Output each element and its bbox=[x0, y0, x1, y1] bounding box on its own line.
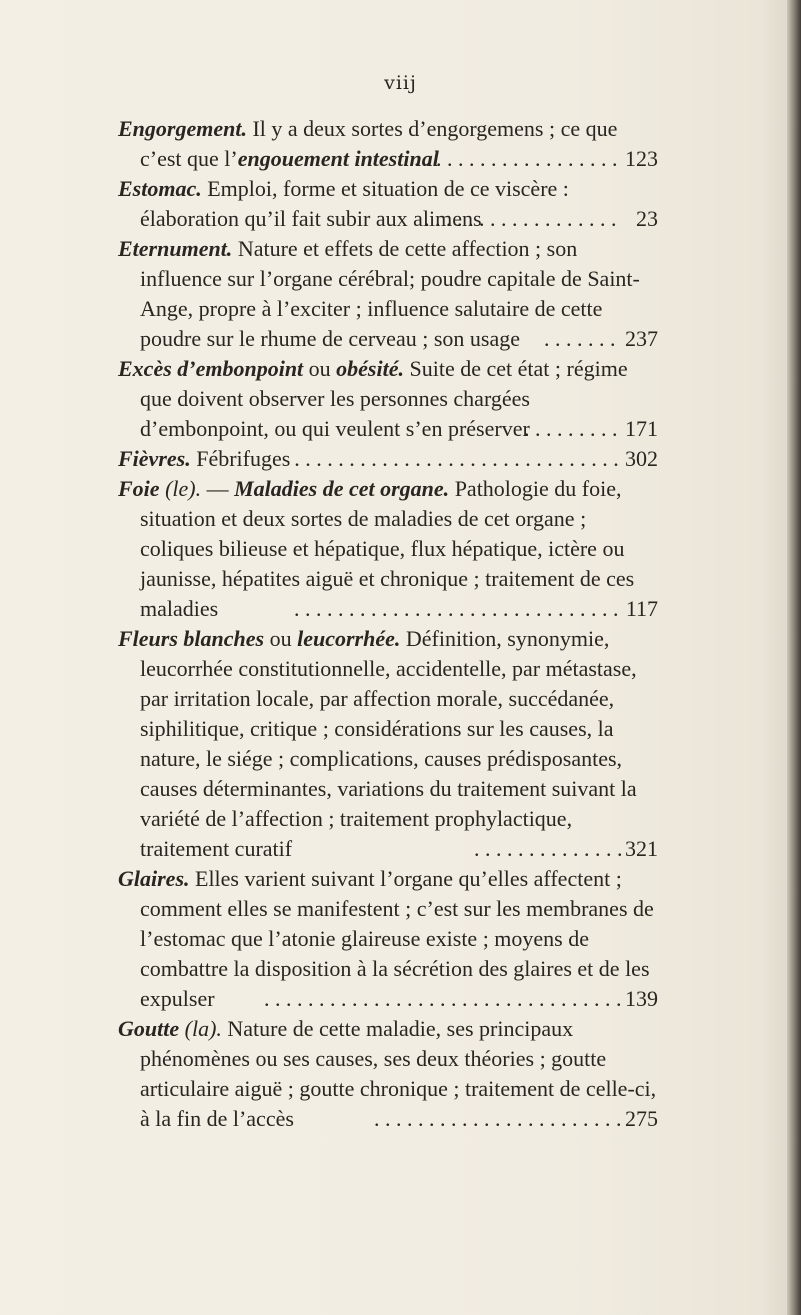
entry-joiner: ou bbox=[308, 356, 331, 381]
entry-head: Foie bbox=[118, 476, 160, 501]
toc-entry-eternument bbox=[118, 234, 658, 354]
entry-head-secondary: obésité. bbox=[336, 356, 404, 381]
toc-entry-foie bbox=[118, 474, 658, 624]
entry-page-number: 302 bbox=[625, 446, 658, 471]
entry-head: Goutte bbox=[118, 1016, 180, 1041]
entry-page-number: 171 bbox=[625, 416, 658, 441]
entry-paren: (le). bbox=[165, 476, 202, 501]
entry-paren: (la). bbox=[184, 1016, 222, 1041]
entry-text: Nature de cette maladie, ses principaux phénomènes ou ses causes, ses deux théories ; goutte articulaire aiguë ; goutte chronique ; traitement de celle-ci, à la fin de l’accès bbox=[140, 1016, 657, 1131]
entry-head: Eternument. bbox=[118, 236, 233, 261]
entry-joiner: ou bbox=[269, 626, 292, 651]
entry-page-number: 123 bbox=[625, 146, 658, 171]
toc-entry-fievres bbox=[118, 444, 658, 474]
toc-entry-fleurs-blanches bbox=[118, 624, 658, 864]
toc-entry-exces-embonpoint bbox=[118, 354, 658, 444]
toc-entry-glaires bbox=[118, 864, 658, 1014]
entry-italic-tail: engouement intestinal bbox=[237, 146, 439, 171]
entry-head: Estomac. bbox=[118, 176, 202, 201]
entry-head-secondary: Maladies de cet organe. bbox=[234, 476, 450, 501]
entry-text: Nature et effets de cette affection ; son influence sur l’organe cérébral; poudre capitale de Saint-Ange, propre à l’exciter ; influence salutaire de cette poudre sur le rhume de cerveau ; son usage bbox=[140, 236, 640, 351]
entry-page-number: 23 bbox=[636, 206, 658, 231]
entry-head: Fleurs blanches bbox=[118, 626, 265, 651]
entry-head: Excès d’embonpoint bbox=[118, 356, 304, 381]
entry-page-number: 321 bbox=[625, 836, 658, 861]
page-folio: viij bbox=[384, 72, 417, 94]
entry-head-secondary: leucorrhée. bbox=[297, 626, 401, 651]
toc-entry-goutte bbox=[118, 1014, 658, 1134]
entry-text: Pathologie du foie, situation et deux sortes de maladies de cet organe ; coliques bilieuse et hépatique, flux hépatique, ictère ou jaunisse, hépatites aiguë et chronique ; traitement de ces maladies bbox=[140, 476, 635, 621]
entry-page-number: 275 bbox=[625, 1106, 658, 1131]
entry-text: Elles varient suivant l’organe qu’elles affectent ; comment elles se manifestent ; c’est sur les membranes de l’estomac que l’atonie glaireuse existe ; moyens de combattre la disposition à la sécrétion des glaires et de les expulser bbox=[140, 866, 654, 1011]
entry-text: Suite de cet état ; régime que doivent observer les personnes chargées d’embonpoint, ou qui veulent s’en préserver bbox=[140, 356, 628, 441]
entry-head: Fièvres. bbox=[118, 446, 191, 471]
toc-entry-engorgement bbox=[118, 114, 658, 174]
entry-page-number: 117 bbox=[625, 596, 658, 621]
entry-text: Il y a deux sortes d’engorgemens ; ce que c’est que l’ bbox=[140, 116, 618, 171]
entry-head: Engorgement. bbox=[118, 116, 247, 141]
page-edge-shadow bbox=[787, 0, 801, 1315]
entry-text: Emploi, forme et situation de ce viscère : élaboration qu’il fait subir aux alimens bbox=[140, 176, 569, 231]
toc-entry-estomac bbox=[118, 174, 658, 234]
entry-text: Définition, synonymie, leucorrhée constitutionnelle, accidentelle, par métastase, par irritation locale, par affection morale, succédanée, siphilitique, critique ; considérations sur les causes, la nature, le siége ; complications, causes prédisposantes, causes déterminantes, variations du traitement suivant la variété de l’affection ; traitement prophylactique, traitement curatif bbox=[140, 626, 637, 861]
entry-text: Fébrifuges bbox=[196, 446, 291, 471]
entry-dash: — bbox=[206, 476, 229, 501]
entry-head: Glaires. bbox=[118, 866, 190, 891]
table-of-contents bbox=[118, 114, 658, 1134]
entry-page-number: 139 bbox=[625, 986, 658, 1011]
entry-page-number: 237 bbox=[625, 326, 658, 351]
